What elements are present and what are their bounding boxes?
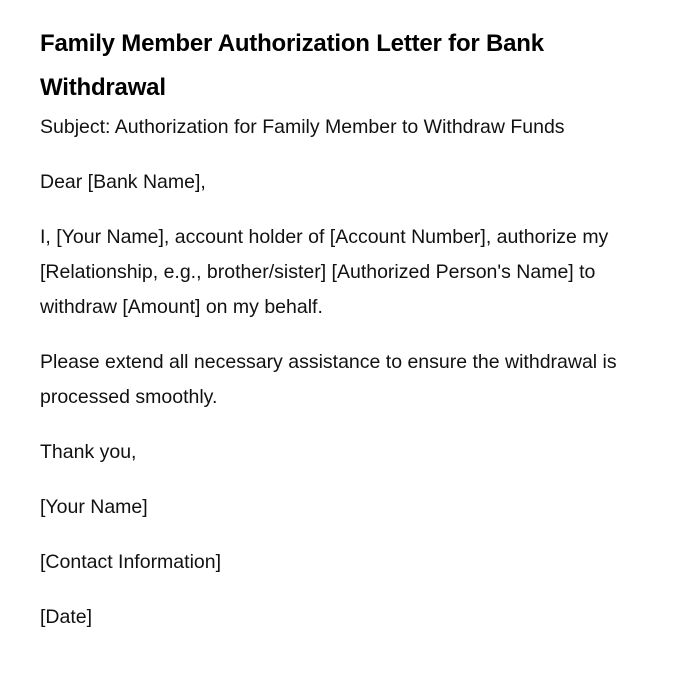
letter-document xyxy=(40,22,640,635)
letter-salutation: Dear [Bank Name], xyxy=(40,171,206,193)
letter-signature-name: [Your Name] xyxy=(40,496,148,518)
letter-date: [Date] xyxy=(40,606,93,628)
letter-body-paragraph-2: Please extend all necessary assistance to ensure the withdrawal is processed smoothly. xyxy=(40,351,617,408)
letter-closing: Thank you, xyxy=(40,441,137,463)
letter-subject: Subject: Authorization for Family Member to Withdraw Funds xyxy=(40,116,565,138)
letter-body-paragraph-1: I, [Your Name], account holder of [Account Number], authorize my [Relationship, e.g., brother/sister] [Authorized Person's Name] to withdraw [Amount] on my behalf. xyxy=(40,226,609,318)
letter-title: Family Member Authorization Letter for Bank Withdrawal xyxy=(40,30,544,101)
letter-contact-information: [Contact Information] xyxy=(40,551,222,573)
